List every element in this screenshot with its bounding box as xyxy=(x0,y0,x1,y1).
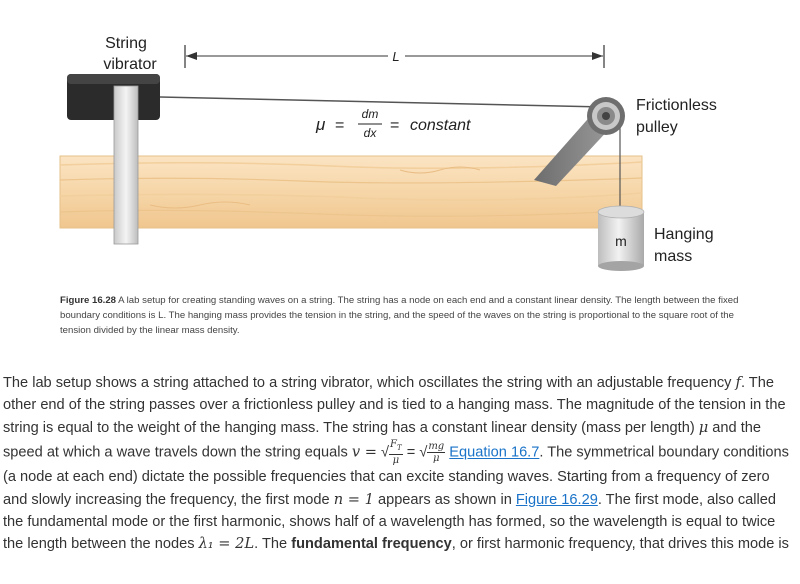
eq-mu: μ xyxy=(316,115,326,134)
text-span: . The other end of the string passes over a frictionless pulley and is tied to a hanging mass. The magnitude of the tension in the string is equal to the weight of the hanging mass. The string has a constant linear density (mass per length) xyxy=(3,375,786,436)
equals-sign: = xyxy=(406,444,416,461)
eq-equals-1: = xyxy=(335,117,345,134)
pulley-label-line2: pulley xyxy=(636,119,678,136)
text-span: . The xyxy=(254,536,292,553)
hanging-mass xyxy=(598,206,644,271)
mass-label-line1: Hanging xyxy=(654,226,714,243)
var-f: f xyxy=(735,374,741,391)
text-span: , or first harmonic frequency, that drives this mode is xyxy=(451,536,789,553)
text-span: appears as shown in xyxy=(373,491,516,508)
length-label: L xyxy=(392,49,400,64)
vibrator-label-line2: vibrator xyxy=(103,56,157,73)
sqrt-mg-mu: √ $\frac{mg}{\mu}$ xyxy=(419,441,445,465)
eq-denominator: dx xyxy=(363,126,377,140)
vibrator-label-line1: String xyxy=(105,35,147,52)
linear-density-equation xyxy=(315,107,471,140)
lab-setup-figure xyxy=(0,0,800,290)
var-mu: μ xyxy=(698,418,709,436)
figure-caption xyxy=(60,293,740,338)
eq-constant: constant xyxy=(410,117,471,134)
pulley-label-line1: Frictionless xyxy=(636,97,717,114)
eq-equals-2: = xyxy=(390,117,400,134)
var-lambda: λ₁ = 2L xyxy=(198,535,255,553)
caption-text: A lab setup for creating standing waves on a string. The string has a node on each end and a constant linear density. The length between the fixed boundary conditions is L. The hanging mass provides the tension in the string, and the speed of the waves on the string is proportional to the square root of the tension divided by the linear mass density. xyxy=(60,295,739,336)
var-v: v = xyxy=(351,443,377,461)
text-span: and the speed at which a wave travels down the string equals xyxy=(3,419,761,461)
caption-label: Figure 16.28 xyxy=(60,295,116,306)
body-paragraph xyxy=(3,372,798,556)
string xyxy=(160,97,604,107)
sqrt-ft-mu: √ $\frac{F_T}{\mu}$ xyxy=(381,439,402,467)
length-dimension xyxy=(185,45,604,68)
bold-term: fundamental frequency xyxy=(291,536,452,553)
frictionless-pulley xyxy=(587,97,625,135)
var-n: n = 1 xyxy=(333,490,374,508)
text-span: . The symmetrical boundary conditions (a node at each end) dictate the possible frequencies that can excite standing waves. Starting from a frequency of zero and slowly increasing the frequency, the first mode xyxy=(3,444,789,508)
mass-symbol: m xyxy=(615,233,627,249)
text-span: . The first mode, also called the fundamental mode or the first harmonic, shows half of a wavelength has formed, so the wavelength is equal to twice the length between the nodes xyxy=(3,491,777,553)
figure-link[interactable]: Figure 16.29 xyxy=(515,491,598,508)
mass-label-line2: mass xyxy=(654,248,693,265)
text-span: The lab setup shows a string attached to a string vibrator, which oscillates the string with an adjustable frequency xyxy=(3,375,736,391)
equation-link[interactable]: Equation 16.7 xyxy=(449,444,540,461)
eq-numerator: dm xyxy=(361,107,379,121)
